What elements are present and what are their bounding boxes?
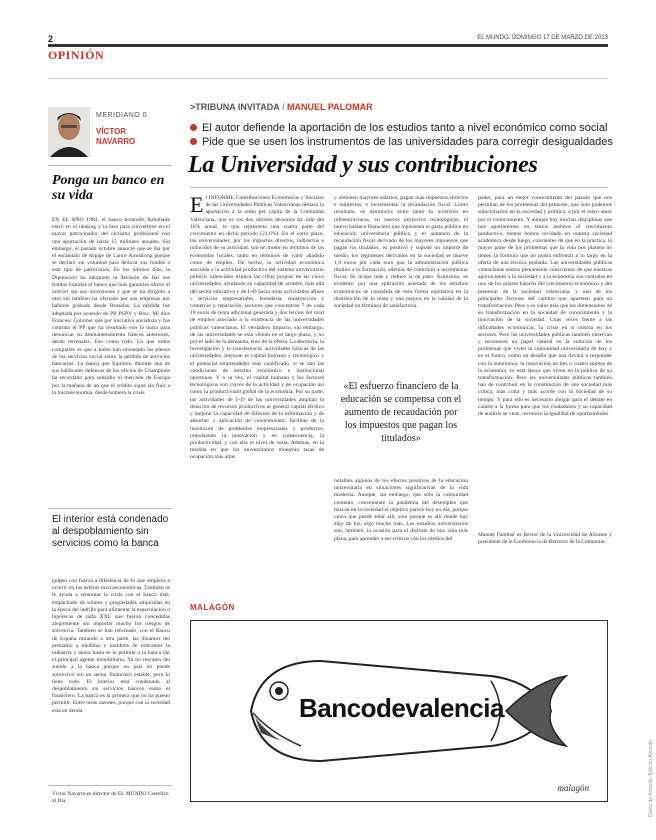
left-pull-quote: El interior está condenado al despoblamiento sin servicios como la banca xyxy=(52,514,169,549)
cartoon-text: Bancodevalencia xyxy=(299,693,504,723)
left-footer: Víctor Navarro es director de EL MUNDO Castellón al Día. xyxy=(52,791,169,804)
bullet-dot-icon xyxy=(190,124,197,131)
article-pull-quote: «El esfuerzo financiero de la educación se compensa con el aumento de recaudación por los impuestos que pagan los titulados» xyxy=(340,381,462,444)
left-body-1: EN EL AÑO 1984, el banco holandés Rabobank entró en el ránking y la fase para convertirse en el mayor patrocinador del ciclismo profesional con una aportación de hasta 15 millones anuales. Sin embargo, el pasado octubre anunció que se iba por el escándalo de dopaje de Lance Armstrong porque se declaró sin voluntad para dedicar sus fondos a este tipo de patrocinios. En los últimos días, la Diputación ha adoptado la decisión de fiar sus fondos líquidos al banco que más garantías ofrece al interior sin sus inversiones y que se ha dirigido a otro sin tambien ha ofertado por sus empresas por haberse grabado desde Bruselas. La medida fue adoptada por acuerdo de PP, PSPV y Bloc. Mi dice Francesc Colomer que por iniciativa socialista y fue contrata el PP que ha resultado con la barra para denunciar su desmantelamiento bancos anteriores, desde terrenales. Eso como todo. Lo que todos compartes es que a todos han inventado las plenos de los servicios social sobre la pérdida de servicios bancarios. La banca que Equítres, durante una de sus habituales defensas de los oficios de Champions ha recordado para subsidio el mercado de Europa por la mañana de un que el crédito sigue sin fluir a la microeconomía, desde hubiera la crisis xyxy=(52,217,170,396)
left-divider-3 xyxy=(48,785,172,786)
left-author: VÍCTOR NAVARRO xyxy=(96,127,136,146)
summary-bullet: El autor defiende la aportación de los estudios tanto a nivel económico como social xyxy=(190,122,610,134)
left-divider xyxy=(48,165,172,166)
article-kicker: >TRIBUNA INVITADA / MANUEL PALOMAR xyxy=(190,102,373,112)
article-signature: Manuel Palomar es Rector de la Universidad de Alicante y presidente de la Conferencia de Rectores de la Comunitat. xyxy=(478,532,612,545)
summary-bullet: Pide que se usen los instrumentos de las universidades para corregir desigualdades xyxy=(190,136,610,148)
article-column-3: poder, para un mejor conocimiento del pasado que nos permitan de los problemas del presente, que solo podemos solucionarlos en la sociedad y política, a por el mero amor por el conocimiento. Y aunque hay muchas disciplinas que nos aportaremos en tantos ámbitos el crecimiento productivo, menos hemos olvidado en nuestra sociedad académica desde luego, consientes de que en la práctica, la mayor parte de los problemas que la vida nos plantea no tienen la fórmula que no podrá enfrentar a lo largo en la oferta de una técnica probada. Las universidades públicas valencianas somos plenamente conscientes de que nuestras aportaciones a la sociedad y a la economía son centrales en uno de los pilares básicos del crecimiento económico y del bienestar de la sociedad valenciana, y uno de los principales factores del cambio que apuesten para su transformación. Pese a su valor más que las dimensiones de su transformación en la sociedad de conocimiento y la innovación de la sociedad. Unas veces frente a las dificultades económicas, la crisis en sí misma en los sectores. Pero las universidades públicas también observan y reconocen un papel central en la solución de los problemas que viven la comunidad universitaria de hoy y en el futuro, como un desafío que nos llevará a responder con la autonomía, la innovación de tres o cuatro sujetos de la economía, en esta época que viven en la pública de su transformación. Pero las universidades públicas también han de contribuir en la constitución de una sociedad más crítica, más culta y más acorde con la sociedad de su tiempo. Y para ello es necesario abogar para el debate en cuanto a la forma para que los ciudadanos y su capacidad de análisis se vean, reconoce la igualdad de oportunidades. xyxy=(478,195,612,418)
kicker-label: TRIBUNA INVITADA xyxy=(195,102,280,112)
drop-cap: E xyxy=(190,195,204,217)
left-title: Ponga un banco en su vida xyxy=(52,173,165,203)
article-author: MANUEL PALOMAR xyxy=(286,102,373,112)
cartoon-signature: malagón xyxy=(557,783,589,793)
page-number: 2 xyxy=(48,34,54,44)
headline-divider xyxy=(190,187,608,188)
cartoon-section-label: MALAGÓN xyxy=(190,603,235,612)
section-label: OPINIÓN xyxy=(48,48,105,62)
side-credit: Diario de Alicante. Edición Alicante xyxy=(648,740,654,817)
article-column-2b: notables algunos de los efectos positivos de la educación universitaria en situaciones significativas de la vida moderna. Aunque, sin embargo, que sólo la comunidad comento, conveniente la pandemia del desempleo que buscan en la sociedad el objetivo parece hoy en día, porque cinco que puede estar allí, sino porque es allí donde hay algo de luz, algo mucho más. Los estudios universitarios son, también, la ocasión para el disfrute de una vida más plena, para aprender a ser críticos con los medios del xyxy=(334,478,468,542)
date-line: EL MUNDO. DOMINGO 17 DE MARZO DE 2013 xyxy=(477,35,608,41)
author-photo xyxy=(48,107,90,157)
left-divider-2 xyxy=(48,508,172,509)
kicker-arrow-icon: > xyxy=(190,102,196,112)
header-rule xyxy=(48,44,608,47)
article-headline: La Universidad y sus contribuciones xyxy=(188,152,538,178)
section-divider xyxy=(48,78,608,79)
bullet-dot-icon xyxy=(190,138,197,145)
article-column-1: El INFORME Contribuciones Económicas y Sociales de las Universidades Públicas Valencianas destaca la aportación a la renta per cápita de la Comunitat Valenciana, que es los dos últimos decenios ha sido del 16% anual, lo que representa una cuarta parte del crecimiento en dicho periodo (21,6%). En el corto plazo, las universidades, por los impactos directos, indirectos e inducidos de su actividad, son un motor en términos de las economías locales, tanto en términos de valor añadido como de empleo. De hecho, la actividad económica asociada a la actividad productiva del sistema universitario público valenciano triplica las cifras propias de las cinco universidades, ayudando su capacidad de arrastre, más allá del sector educativo y de I+D hacia otras actividades afines y servicios empresariales, hostelería, construcción y comercio y reparación, sectores que concentran 7 de cada 10 euros de renta adicional generada y dos tercios del total de empleo asociado a la existencia de las universidades públicas valencianas. El verdadero impacto, sin embargo, de las universidades se está viendo en el largo plazo, y no por el lado de la demanda, sino de la oferta. La docencia, la investigación y la transferencia, actividades básicas de las universidades, mejoran el capital humano y tecnológico y el potencial emprendedor más cualificado, si se dan las condiciones de entorno económico e institucional oportunas. Y a su vez, el capital humano y los factores tecnológicos son claves de la actividad y de ocupación así como la productividad global de la economía. Por su parte, las actividades de I+D de las universidades amplían la dotación de recursos productivos al generar capital técnico y mejorar la capacidad de difusión de la información y de absorber y aplicación de conocimiento, facilitan de la resolución de problemas empresariales y productos, impulsando la innovación y en consecuencia, la productividad, y con ella el nivel de renta. Además, en la medida en que los universitarios muestran tasas de ocupación más altas xyxy=(190,195,324,461)
article-column-2: y obtienen mayores salarios, pagan más impuestos directos e indirectos, e incrementan la recaudación fiscal. Como resultado, se disminuye entre tanto la inversión en infraestructuras, en nuevos proyectos tecnológicos, el nuevo balance financiero que representa el gasto público en educación universitaria pública y el aumento de la recaudación fiscal derivado de los mayores impuestos que pagan los titulados, es positivo y supone un importe de medio, los regímenes derivados en la sociedad se mueve 1,9 euros por cada euro que la administración pública destina a su formación, además de contribuir a incrementar fiscal. Se ocupa más y reduce la de paro. Asimismo, es evidente, por una aplicación acertada de los estudios económicos se consolida de esta forma equitativa en la distribución de la renta y una mejora en la calidad de la sociedad en términos de satisfactoria. xyxy=(334,195,468,310)
cartoon-frame xyxy=(190,620,608,802)
left-body-2: golpea con fuerza a diferencia de lo que empieza a ocurrir en las esferas macroeconómicas. También se le ayuda a remontar la crisis con el banco más, empachado de solares y propiedades adquiridas en la época del ladrillo para alimentar la especulación o hipotecas de talla XXL que fueron concedidas alegremente sin importar mucho los riesgos de solvencia. También se han reforzado, con el Banco de España mirando a otra parte, las dinamos del préstamo a medidas y nombres de tolerantes la industria y ahora hasta se le permite a la banca dar el principal agente inmobiliario. Ya no rescaten del sueldo a la banca porque un país no puede sobrevivir sin un sector financiero estable, pero lo tiene todo. El interior está condenado al despoblamiento sin servicios básicos como el financiero. La banca es la primera que no ha puesto permitir. Entre otras razones, porque con la sociedad está en deuda. xyxy=(52,578,170,714)
column-name: MERIDIANO 0 xyxy=(96,112,148,119)
